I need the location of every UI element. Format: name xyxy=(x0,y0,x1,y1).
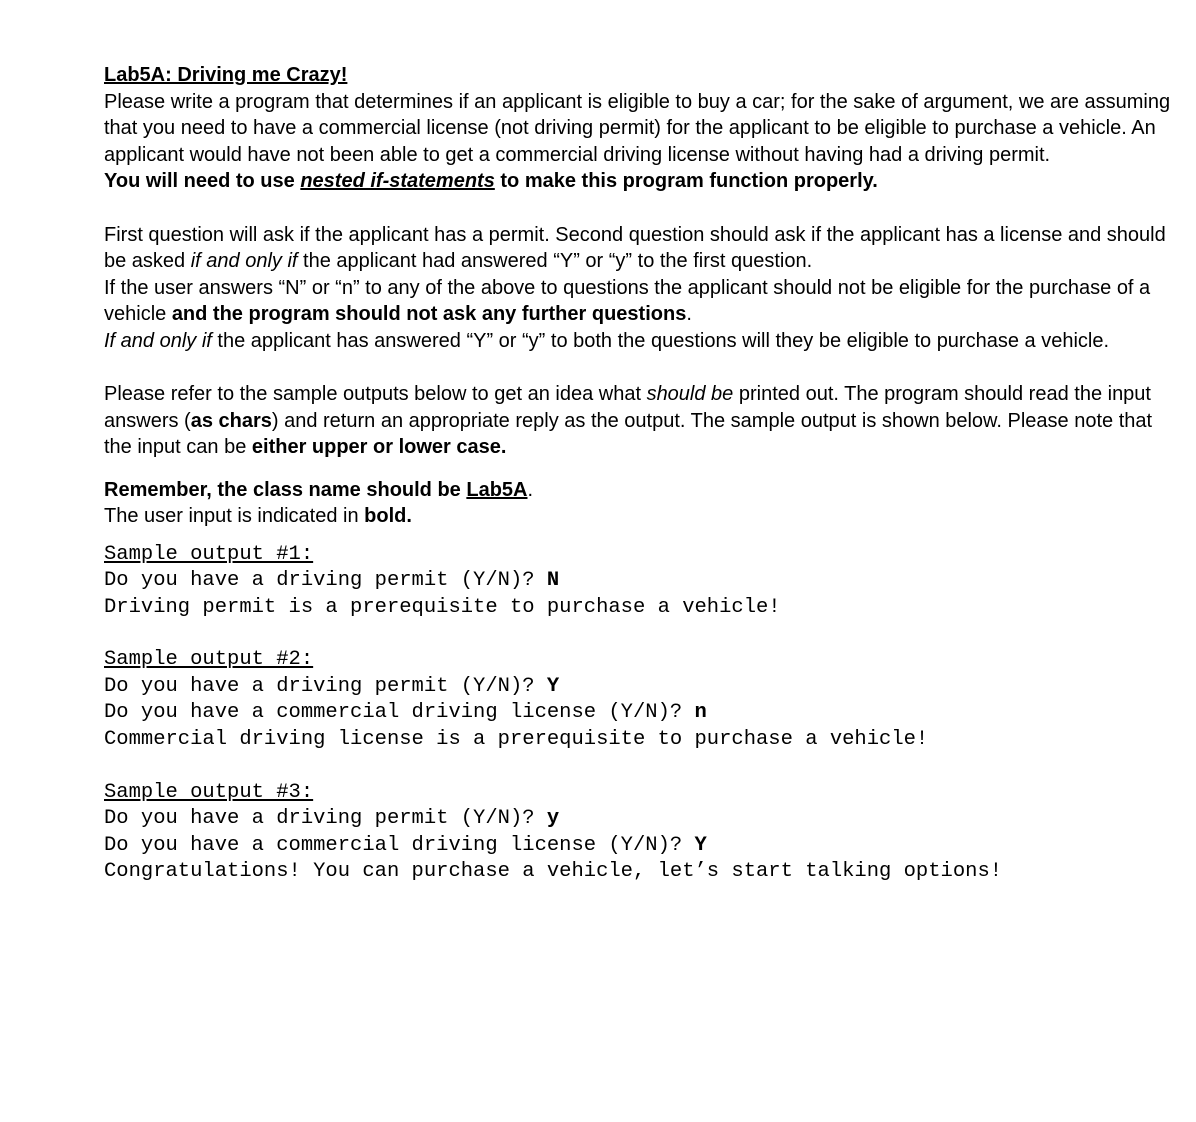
sample-line: Do you have a driving permit (Y/N)? Y xyxy=(104,674,560,698)
class-name-reminder: Remember, the class name should be Lab5A. xyxy=(104,478,534,501)
questions-paragraph: First question will ask if the applicant has a permit. Second question should ask if the applicant has a license and should be asked if and only if the applicant had answered “Y” or “y” to the first question. xyxy=(104,223,1166,272)
sample-heading: Sample output #3: xyxy=(104,780,314,804)
sample-result: Congratulations! You can purchase a vehicle, let’s start talking options! xyxy=(104,860,1003,884)
user-input-note: The user input is indicated in bold. xyxy=(104,505,412,527)
sample-result: Driving permit is a prerequisite to purchase a vehicle! xyxy=(104,595,781,619)
sample-line: Do you have a driving permit (Y/N)? N xyxy=(104,569,560,593)
eligibility-paragraph: If and only if the applicant has answered “Y” or “y” to both the questions will they be eligible to purchase a vehicle. xyxy=(104,329,1110,352)
sample-heading: Sample output #2: xyxy=(104,648,314,672)
sample-output-3 xyxy=(104,780,1174,886)
requirement-paragraph: You will need to use nested if-statements to make this program function properly. xyxy=(104,170,878,192)
sample-heading: Sample output #1: xyxy=(104,542,314,566)
sample-output-2 xyxy=(104,647,1174,753)
sample-line: Do you have a driving permit (Y/N)? y xyxy=(104,807,560,831)
lab-title: Lab5A: Driving me Crazy! xyxy=(104,64,348,86)
sample-line: Do you have a commercial driving license (Y/N)? Y xyxy=(104,833,707,857)
no-answer-paragraph: If the user answers “N” or “n” to any of the above to questions the applicant should not be eligible for the purchase of a vehicle and the program should not ask any further questions. xyxy=(104,276,1151,325)
sample-line: Do you have a commercial driving license (Y/N)? n xyxy=(104,701,707,725)
document-page xyxy=(104,62,1174,886)
sample-output-1 xyxy=(104,542,1174,622)
intro-paragraph: Please write a program that determines if an applicant is eligible to buy a car; for the sake of argument, we are assuming that you need to have a commercial license (not driving permit) for the applicant to be eligible to purchase a vehicle. An applicant would have not been able to get a commercial driving license without having had a driving permit. xyxy=(104,90,1171,166)
sample-result: Commercial driving license is a prerequisite to purchase a vehicle! xyxy=(104,728,929,752)
sample-info-paragraph: Please refer to the sample outputs below to get an idea what should be printed out. The program should read the input answers (as chars) and return an appropriate reply as the output. The sample output is shown below. Please note that the input can be either upper or lower case. xyxy=(104,383,1153,458)
